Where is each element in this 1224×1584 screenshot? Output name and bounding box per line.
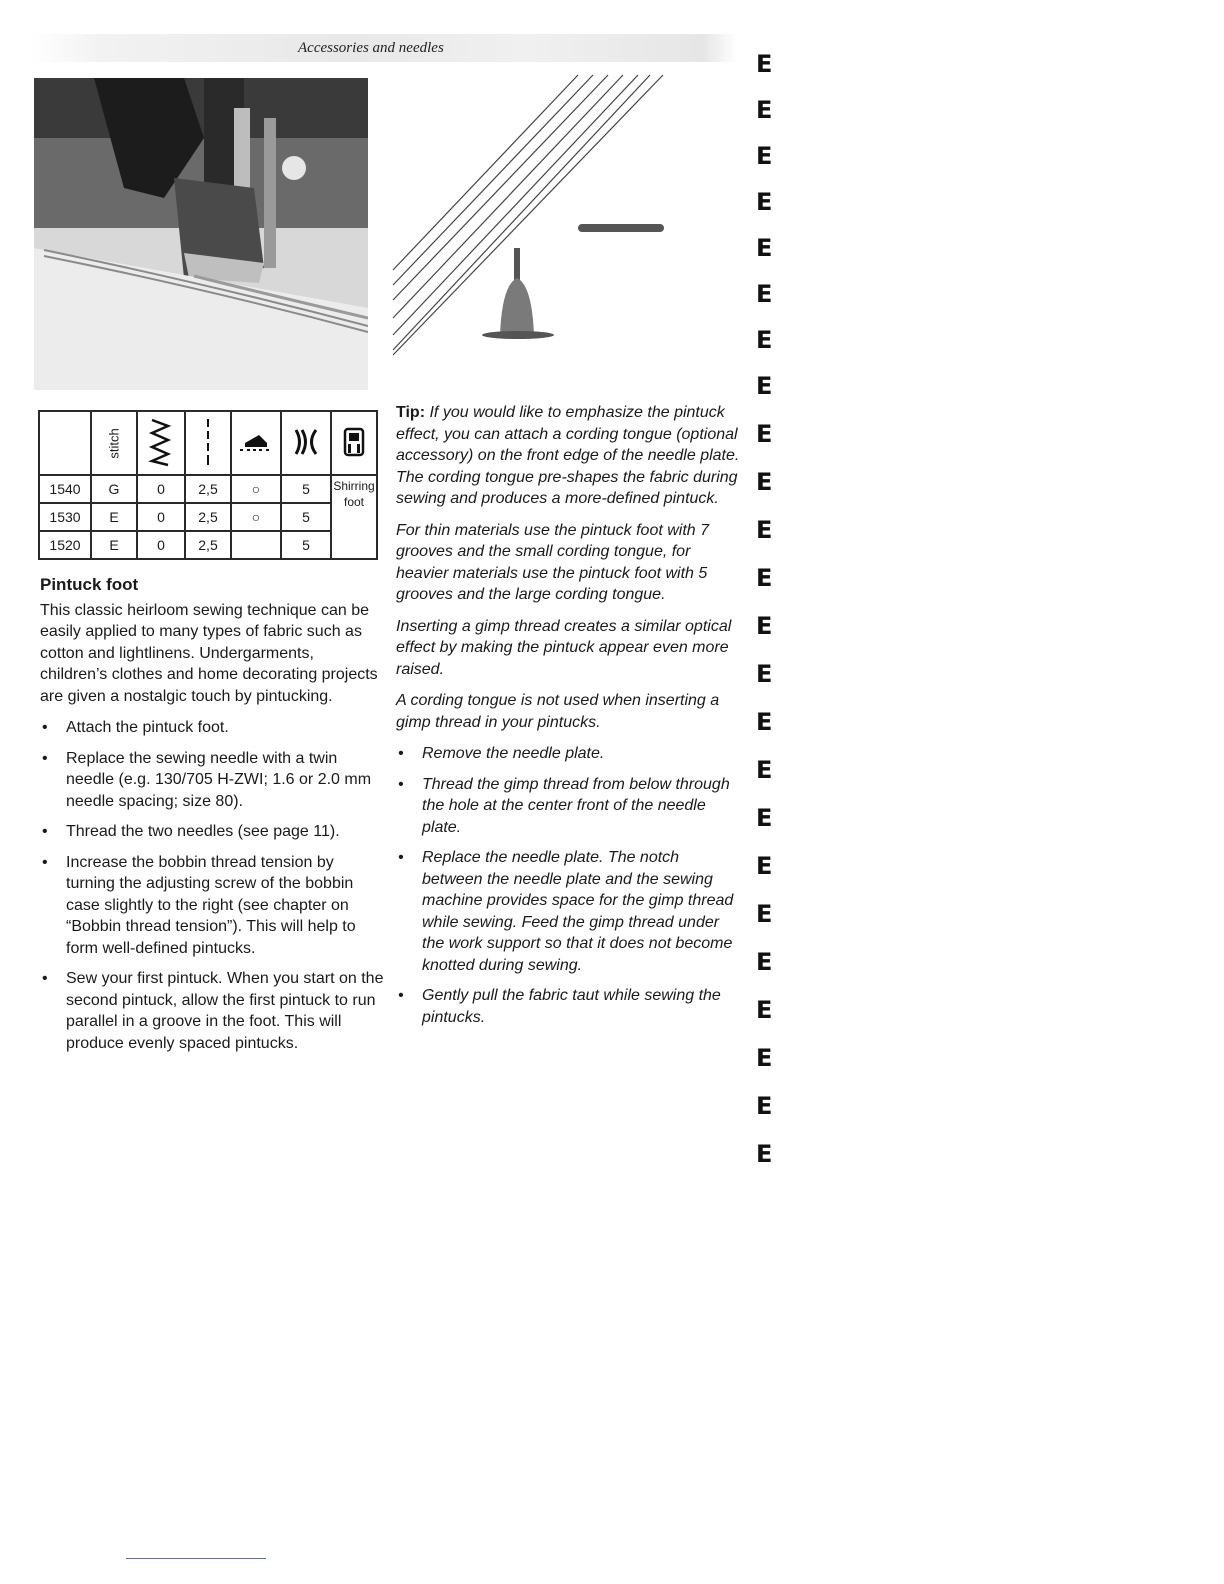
table-row <box>39 531 377 559</box>
edge-tab: E <box>756 188 773 216</box>
pressure-cell: 5 <box>281 475 331 503</box>
list-item: • Remove the needle plate. <box>396 743 741 765</box>
feed-cell: ○ <box>231 503 281 531</box>
stitch-cell: E <box>91 503 137 531</box>
footer-rule <box>126 1558 266 1559</box>
page-header-title: Accessories and needles <box>298 40 444 56</box>
stitch-cell: E <box>91 531 137 559</box>
gimp-instruction-list <box>396 743 741 1028</box>
list-item: • Thread the gimp thread from below through the hole at the center front of the needle plate. <box>396 774 741 839</box>
length-cell: 2,5 <box>185 475 231 503</box>
width-cell: 0 <box>137 475 185 503</box>
list-item: • Thread the two needles (see page 11). <box>40 821 385 843</box>
edge-tab: E <box>756 660 773 688</box>
edge-tab: E <box>756 612 773 640</box>
stitch-header-cell: stitch <box>91 411 137 475</box>
edge-tab: E <box>756 234 773 262</box>
pressure-cell: 5 <box>281 531 331 559</box>
paragraph: Inserting a gimp thread creates a similar optical effect by making the pintuck appear even more raised. <box>396 617 732 678</box>
edge-tab: E <box>756 756 773 784</box>
edge-tab: E <box>756 96 773 124</box>
paragraph: A cording tongue is not used when inserting a gimp thread in your pintucks. <box>396 692 720 731</box>
edge-tab: E <box>756 372 773 400</box>
length-cell: 2,5 <box>185 503 231 531</box>
zigzag-icon <box>137 411 185 475</box>
instruction-list <box>40 717 385 1054</box>
list-item: • Increase the bobbin thread tension by turning the adjusting screw of the bobbin case slightly to the right (see chapter on “Bobbin thread tension”). This will help to form well-defined pintucks. <box>40 852 385 960</box>
list-item: • Attach the pintuck foot. <box>40 717 385 739</box>
edge-tab: E <box>756 900 773 928</box>
tip-paragraph <box>396 402 741 510</box>
list-item: • Replace the needle plate. The notch between the needle plate and the sewing machine provides space for the gimp thread while sewing. Feed the gimp thread under the work support so that it does not become knotted during sewing. <box>396 847 741 976</box>
foot-cell: Shirring foot <box>331 475 377 559</box>
table-row <box>39 475 377 503</box>
edge-tab: E <box>756 804 773 832</box>
width-cell: 0 <box>137 531 185 559</box>
feed-cell <box>231 531 281 559</box>
edge-tab: E <box>756 852 773 880</box>
edge-tab: E <box>756 1044 773 1072</box>
feed-cell: ○ <box>231 475 281 503</box>
edge-tab: E <box>756 1140 773 1168</box>
model-cell: 1540 <box>39 475 91 503</box>
cording-tongue-diagram <box>388 70 678 360</box>
edge-tab: E <box>756 50 773 78</box>
paragraph: For thin materials use the pintuck foot with 7 grooves and the small cording tongue, for heavier materials use the pintuck foot with 5 grooves and the large cording tongue. <box>396 521 710 603</box>
edge-tab: E <box>756 280 773 308</box>
edge-tab: E <box>756 420 773 448</box>
settings-table <box>38 410 378 560</box>
edge-tab: E <box>756 1092 773 1120</box>
presser-pressure-icon <box>281 411 331 475</box>
right-column <box>396 402 741 1037</box>
stitch-cell: G <box>91 475 137 503</box>
edge-tab: E <box>756 996 773 1024</box>
length-cell: 2,5 <box>185 531 231 559</box>
edge-tab: E <box>756 708 773 736</box>
sewing-machine-photo <box>34 78 368 390</box>
section-heading: Pintuck foot <box>40 575 139 594</box>
presser-foot-icon <box>331 411 377 475</box>
model-cell: 1520 <box>39 531 91 559</box>
edge-tab: E <box>756 516 773 544</box>
list-item: • Sew your first pintuck. When you start on the second pintuck, allow the first pintuck to run parallel in a groove in the foot. This will produce evenly spaced pintucks. <box>40 968 385 1054</box>
edge-tab: E <box>756 564 773 592</box>
list-item: • Replace the sewing needle with a twin needle (e.g. 130/705 H-ZWI; 1.6 or 2.0 mm needle spacing; size 80). <box>40 748 385 813</box>
edge-tab: E <box>756 326 773 354</box>
edge-tab: E <box>756 468 773 496</box>
left-column <box>40 574 385 1063</box>
edge-tab: E <box>756 142 773 170</box>
feed-dog-icon <box>231 411 281 475</box>
table-corner-cell <box>39 411 91 475</box>
straight-stitch-icon <box>185 411 231 475</box>
table-row <box>39 503 377 531</box>
pressure-cell: 5 <box>281 503 331 531</box>
width-cell: 0 <box>137 503 185 531</box>
list-item: • Gently pull the fabric taut while sewing the pintucks. <box>396 985 741 1028</box>
tip-label: Tip: <box>396 404 426 421</box>
tip-text: If you would like to emphasize the pintuck effect, you can attach a cording tongue (optional accessory) on the front edge of the needle plate. The cording tongue pre-shapes the fabric during sewing and produces a more-defined pintuck. <box>396 404 740 507</box>
edge-tab: E <box>756 948 773 976</box>
intro-paragraph: This classic heirloom sewing technique can be easily applied to many types of fabric such as cotton and lightlinens. Undergarments, children’s clothes and home decorating projects are given a nostalgic touch by pintucking. <box>40 601 378 705</box>
model-cell: 1530 <box>39 503 91 531</box>
